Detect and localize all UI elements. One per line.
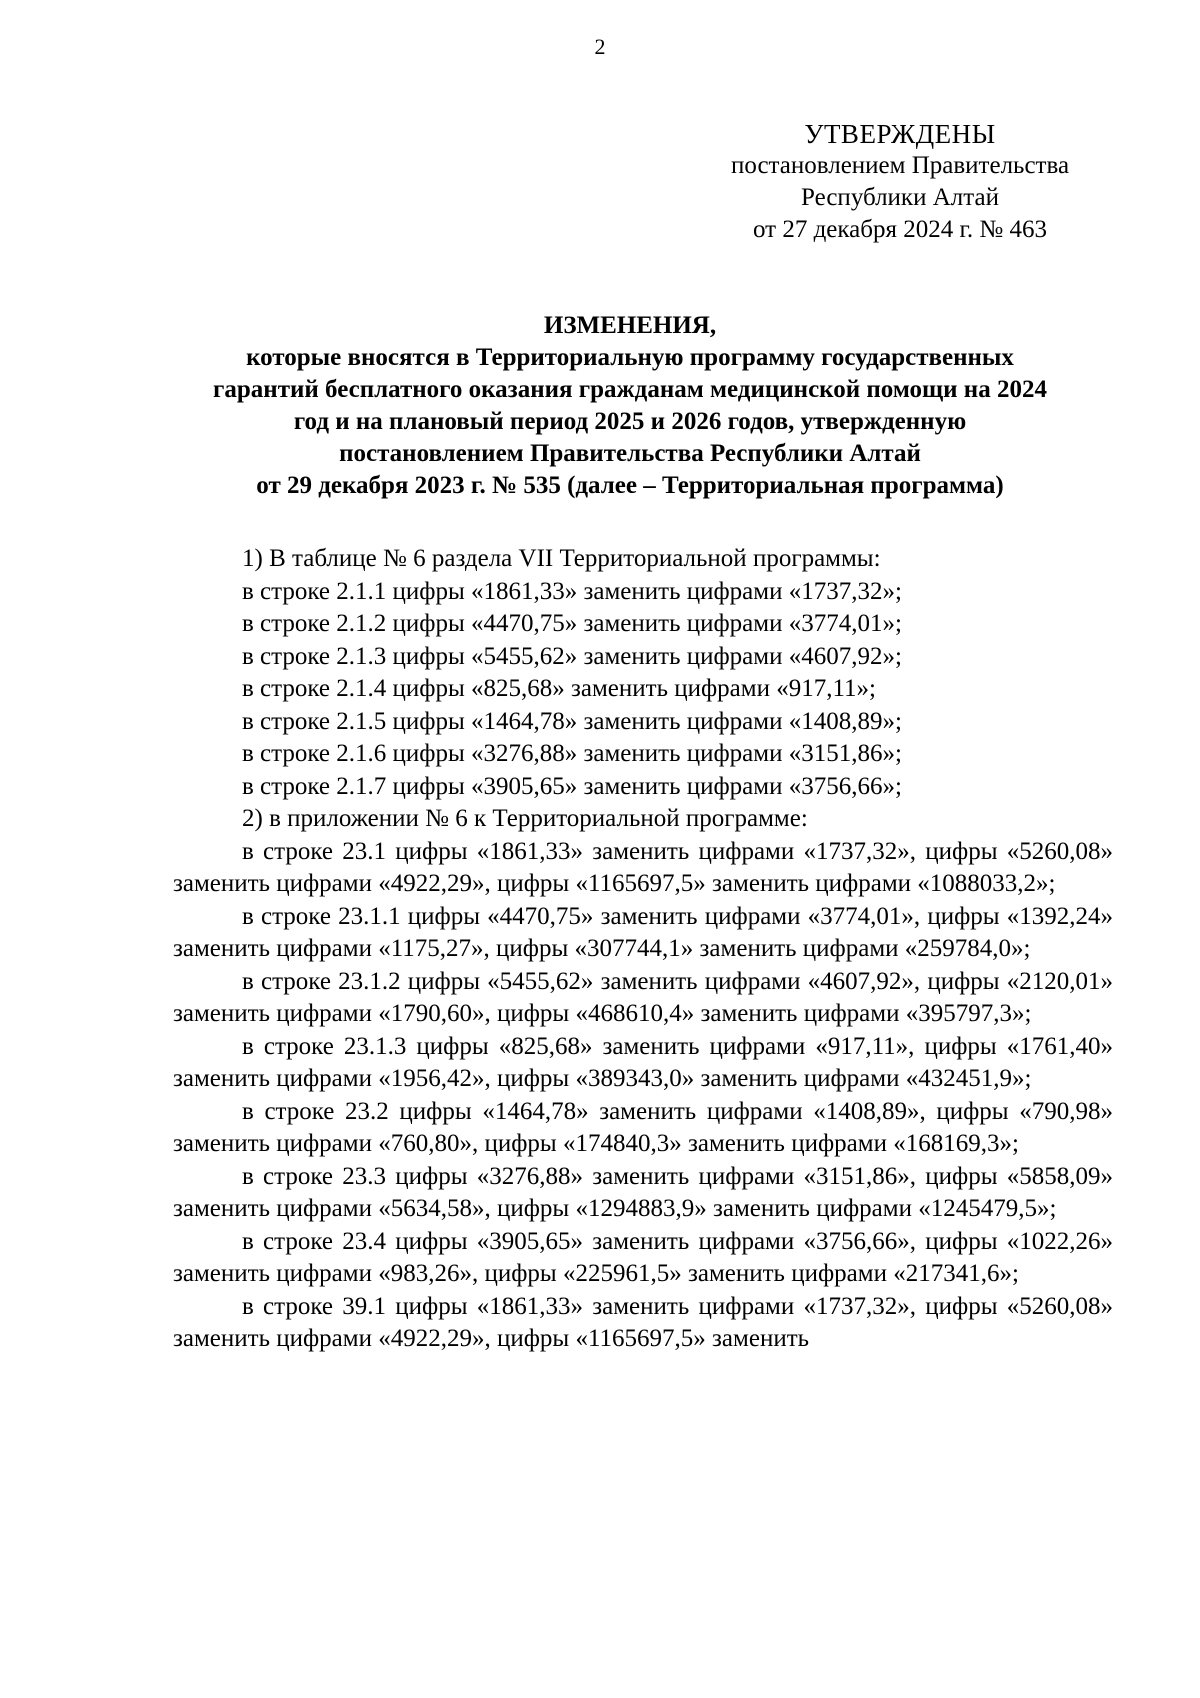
section-2-paragraph: в строке 23.1.3 цифры «825,68» заменить цифрами «917,11», цифры «1761,40» заменить цифрами «1956,42», цифры «389343,0» заменить цифрами «432451,9»; (173, 1032, 1113, 1092)
section-2-paragraph: в строке 23.2 цифры «1464,78» заменить цифрами «1408,89», цифры «790,98» заменить цифрами «760,80», цифры «174840,3» заменить цифрами «168169,3»; (173, 1097, 1113, 1157)
page-number: 2 (594, 34, 606, 59)
heading-line-1: которые вносятся в Территориальную программу государственных (246, 344, 1014, 371)
section-1-row: в строке 2.1.6 цифры «3276,88» заменить цифрами «3151,86»; (242, 740, 902, 767)
section-1-row: в строке 2.1.2 цифры «4470,75» заменить цифрами «3774,01»; (242, 610, 902, 637)
heading-line-4: постановлением Правительства Республики Алтай (339, 440, 921, 467)
section-1-row: в строке 2.1.4 цифры «825,68» заменить цифрами «917,11»; (242, 675, 876, 702)
section-2-paragraph: в строке 23.1.1 цифры «4470,75» заменить цифрами «3774,01», цифры «1392,24» заменить цифрами «1175,27», цифры «307744,1» заменить цифрами «259784,0»; (173, 902, 1113, 962)
section-2-paragraph: в строке 23.4 цифры «3905,65» заменить цифрами «3756,66», цифры «1022,26» заменить цифрами «983,26», цифры «225961,5» заменить цифрами «217341,6»; (173, 1227, 1113, 1287)
section-2-paragraph: в строке 23.1.2 цифры «5455,62» заменить цифрами «4607,92», цифры «2120,01» заменить цифрами «1790,60», цифры «468610,4» заменить цифрами «395797,3»; (173, 967, 1113, 1027)
approval-line-3: от 27 декабря 2024 г. № 463 (752, 216, 1048, 243)
section-1-row: в строке 2.1.3 цифры «5455,62» заменить цифрами «4607,92»; (242, 642, 902, 670)
section-1-row: в строке 2.1.7 цифры «3905,65» заменить цифрами «3756,66»; (242, 772, 902, 800)
heading-line-3: год и на плановый период 2025 и 2026 годов, утвержденную (293, 408, 967, 435)
section-2-paragraph: в строке 23.1 цифры «1861,33» заменить цифрами «1737,32», цифры «5260,08» заменить цифрами «4922,29», цифры «1165697,5» заменить цифрами «1088033,2»; (173, 837, 1113, 897)
approval-line-2: Республики Алтай (801, 184, 999, 211)
document-body (173, 543, 1113, 1356)
document-heading (150, 310, 1110, 502)
heading-line-2: гарантий бесплатного оказания гражданам медицинской помощи на 2024 (213, 376, 1047, 403)
section-1-intro: 1) В таблице № 6 раздела VII Территориальной программы: (242, 545, 881, 572)
heading-title: ИЗМЕНЕНИЯ, (543, 312, 717, 339)
section-1-row: в строке 2.1.1 цифры «1861,33» заменить цифрами «1737,32»; (242, 577, 902, 605)
heading-line-5: от 29 декабря 2023 г. № 535 (далее – Территориальная программа) (256, 472, 1004, 499)
section-2-paragraph: в строке 23.3 цифры «3276,88» заменить цифрами «3151,86», цифры «5858,09» заменить цифрами «5634,58», цифры «1294883,9» заменить цифрами «1245479,5»; (173, 1162, 1113, 1222)
section-1-row: в строке 2.1.5 цифры «1464,78» заменить цифрами «1408,89»; (242, 707, 902, 735)
approval-title: УТВЕРЖДЕНЫ (804, 119, 996, 149)
approval-block (700, 118, 1100, 246)
section-2-intro: 2) в приложении № 6 к Территориальной программе: (242, 805, 808, 832)
approval-line-1: постановлением Правительства (730, 152, 1070, 179)
section-2-paragraph: в строке 39.1 цифры «1861,33» заменить цифрами «1737,32», цифры «5260,08» заменить цифрами «4922,29», цифры «1165697,5» заменить (173, 1292, 1113, 1352)
